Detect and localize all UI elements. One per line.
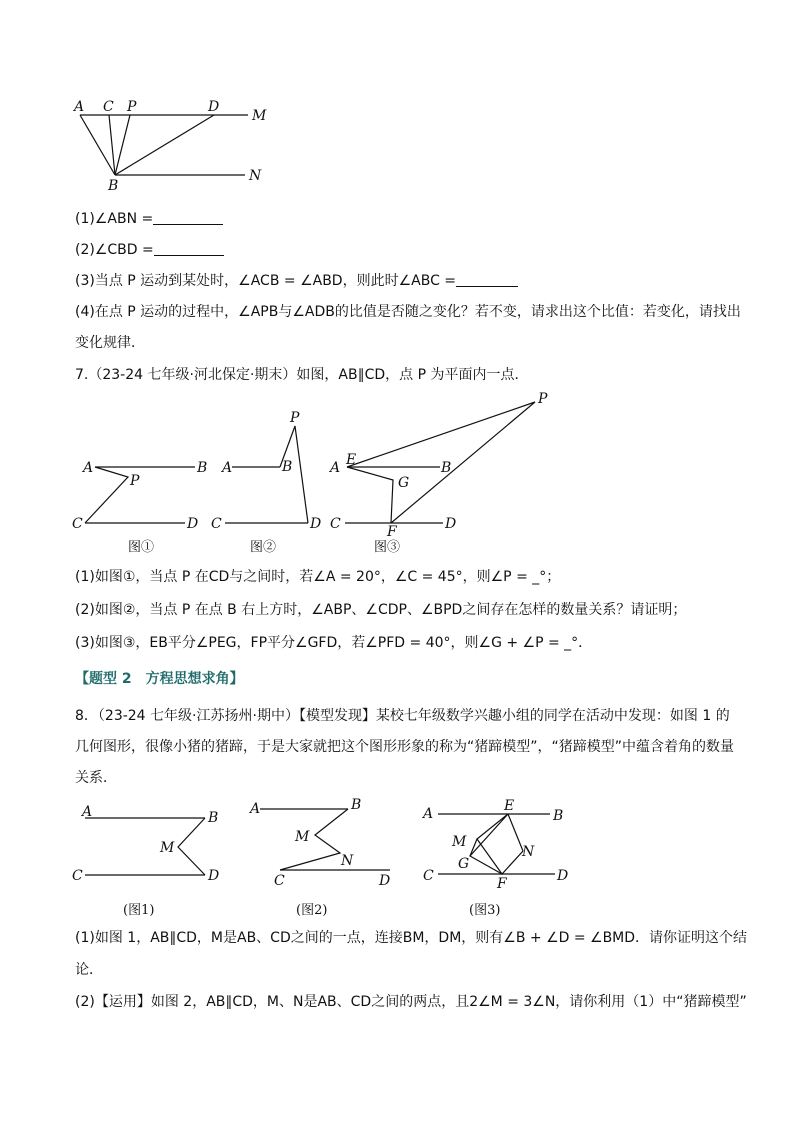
q8-figure-3 [420,798,580,892]
segment-bd [115,115,214,175]
label-e: E [346,452,357,468]
q6-part4-line1: (4)在点 P 运动的过程中，∠APB与∠ADB的比值是否随之变化？若不变，请求出这个比值：若变化，请找出 [75,304,741,320]
label-m: M [295,829,310,845]
label-d: D [208,99,220,115]
answer-blank [456,272,518,287]
label-b: B [351,797,362,813]
q8-stem-line3: 关系． [75,770,117,786]
q6-part4-line2: 变化规律． [75,335,145,351]
caption-fig-2: (图2) [296,903,328,918]
label-p: P [290,410,300,426]
q7-part2: (2)如图②，当点 P 在点 B 右上方时，∠ABP、∠CDP、∠BPD之间存在怎样的数量关系？请证明； [75,602,687,618]
q7-figure-1 [72,455,208,532]
q7-stem: 7.（23-24 七年级·河北保定·期末）如图，AB∥CD，点 P 为平面内一点． [75,367,529,383]
q7-figure-3 [330,390,550,540]
label-c: C [103,99,114,115]
label-a: A [250,801,261,817]
q8-captions [0,898,794,920]
caption-fig-1: (图1) [123,903,155,918]
label-c: C [72,868,83,884]
label-e: E [504,798,515,814]
label-b: B [208,810,219,826]
caption-fig-3: 图③ [374,540,401,555]
label-b: B [553,808,564,824]
label-p: P [130,473,140,489]
q6-part2: (2)∠CBD = [75,240,725,260]
q8-figure-1 [70,800,230,885]
label-p: P [538,391,548,407]
q7-figure-2 [211,408,330,533]
label-a: A [222,460,233,476]
label-a: A [330,460,341,476]
label-n: N [522,844,535,860]
label-d: D [310,516,322,532]
section-heading: 【题型 2 方程思想求角】 [75,671,244,687]
label-b: B [197,460,208,476]
caption-fig-3: (图3) [469,903,501,918]
q7-captions [0,535,794,557]
label-b: B [282,459,293,475]
label-m: M [452,834,467,850]
label-g: G [458,856,470,872]
caption-fig-2: 图② [250,540,277,555]
label-a: A [74,99,85,115]
answer-blank [153,210,223,225]
label-d: D [557,868,569,884]
q7-part3: (3)如图③，EB平分∠PEG，FP平分∠GFD，若∠PFD = 40°，则∠G + ∠P = _°． [75,635,593,651]
q8-part1-line1: (1)如图 1，AB∥CD，M是AB、CD之间的一点，连接BM，DM，则有∠B + ∠D = ∠BMD．请你证明这个结 [75,930,748,946]
q8-stem-line1: 8．（23-24 七年级·江苏扬州·期中）【模型发现】某校七年级数学兴趣小组的同学在活动中发现：如图 1 的 [75,708,730,724]
label-a: A [83,460,94,476]
label-d: D [445,516,457,532]
q7-part1: (1)如图①，当点 P 在CD与之间时，若∠A = 20°，∠C = 45°，则∠P = _°； [75,569,561,585]
label-c: C [211,516,222,532]
label-n: N [249,168,262,184]
label-m: M [160,840,175,856]
label-d: D [187,516,199,532]
label-f: F [497,876,507,892]
label-d: D [208,868,220,884]
label-c: C [274,873,285,889]
q8-part1-line2: 论． [75,962,103,978]
q8-part2: (2)【运用】如图 2，AB∥CD，M、N是AB、CD之间的两点，且2∠M = 3∠N，请你利用（1）中“猪蹄模型” [75,994,747,1010]
q8-stem-line2: 几何图形，很像小猪的猪蹄，于是大家就把这个图形形象的称为“猪蹄模型”，“猪蹄模型”中蕴含着角的数量 [75,739,735,755]
q6-figure [70,95,270,195]
label-d: D [379,873,391,889]
q6-part3: (3)当点 P 运动到某处时，∠ACB = ∠ABD，则此时∠ABC = [75,271,725,291]
label-c: C [330,516,341,532]
label-a: A [82,804,93,820]
label-c: C [423,868,434,884]
label-a: A [423,806,434,822]
label-f: F [387,524,397,540]
segment-bp [115,115,130,175]
label-m: M [252,108,267,124]
label-p: P [127,99,137,115]
label-c: C [72,516,83,532]
label-g: G [398,475,410,491]
q6-part1: (1)∠ABN = [75,209,725,229]
label-n: N [341,853,354,869]
caption-fig-1: 图① [128,540,155,555]
answer-blank [154,241,224,256]
label-b: B [441,460,452,476]
label-b: B [108,178,119,194]
q8-figure-2 [245,795,395,890]
